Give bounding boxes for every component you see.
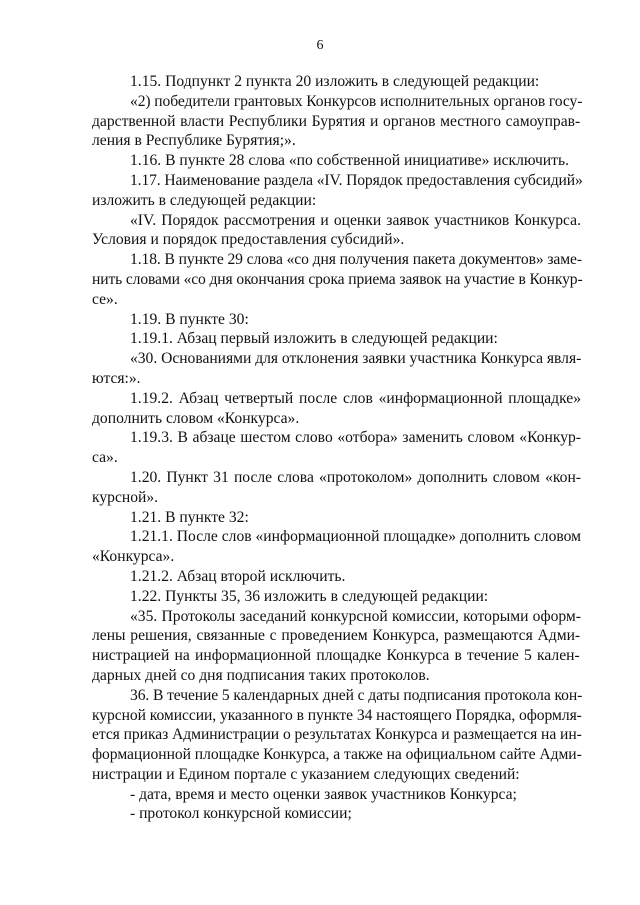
- text-line: 1.20. Пункт 31 после слова «протоколом» дополнить словом «кон-: [130, 468, 581, 486]
- page-number: 6: [316, 38, 324, 53]
- text-line: 1.21. В пункте 32:: [130, 508, 249, 526]
- text-line: «2) победители грантовых Конкурсов исполнительных органов госу-: [130, 92, 583, 110]
- text-line: 1.17. Наименование раздела «IV. Порядок предоставления субсидий»: [130, 171, 583, 189]
- text-line: са».: [92, 449, 118, 467]
- paragraph: [92, 428, 581, 468]
- text-line: «30. Основаниями для отклонения заявки участника Конкурса явля-: [130, 350, 582, 368]
- text-line: 1.21.2. Абзац второй исключить.: [130, 567, 346, 585]
- text-line: ления в Республике Бурятия;».: [92, 132, 296, 150]
- text-line: 1.22. Пункты 35, 36 изложить в следующей редакции:: [130, 587, 489, 605]
- paragraph: [92, 567, 581, 587]
- text-line: нистрацией на информационной площадке Конкурса в течение 5 кален-: [92, 647, 580, 665]
- text-line: «35. Протоколы заседаний конкурсной комиссии, которыми оформ-: [130, 607, 581, 625]
- text-line: нистрации и Едином портале с указанием следующих сведений:: [92, 765, 520, 783]
- paragraph: [92, 72, 581, 92]
- paragraph: [92, 389, 581, 429]
- text-line: - дата, время и место оценки заявок участников Конкурса;: [130, 785, 517, 803]
- text-line: 1.16. В пункте 28 слова «по собственной инициативе» исключить.: [130, 152, 569, 170]
- paragraph: [92, 329, 581, 349]
- text-line: Условия и порядок предоставления субсидий».: [92, 231, 405, 249]
- text-line: изложить в следующей редакции:: [92, 191, 317, 209]
- text-line: лены решения, связанные с проведением Конкурса, размещаются Адми-: [92, 627, 581, 645]
- text-line: 1.19.2. Абзац четвертый после слов «информационной площадке»: [130, 389, 581, 407]
- text-line: формационной площадке Конкурса, а также на официальном сайте Адми-: [92, 746, 582, 764]
- text-line: курсной комиссии, указанного в пункте 34 настоящего Порядка, оформля-: [92, 706, 582, 724]
- paragraph: [92, 151, 581, 171]
- paragraph: [92, 587, 581, 607]
- paragraph: [92, 686, 581, 785]
- paragraph: [92, 211, 581, 251]
- paragraph: [92, 785, 581, 805]
- paragraph: [92, 171, 581, 211]
- text-line: 1.19.3. В абзаце шестом слово «отбора» заменить словом «Конкур-: [130, 429, 581, 447]
- paragraph: [92, 527, 581, 567]
- paragraph: [92, 310, 581, 330]
- text-line: нить словами «со дня окончания срока приема заявок на участие в Конкур-: [92, 270, 583, 288]
- text-line: 1.21.1. После слов «информационной площадке» дополнить словом: [130, 528, 582, 546]
- paragraph: [92, 468, 581, 508]
- text-line: 36. В течение 5 календарных дней с даты подписания протокола кон-: [130, 686, 583, 704]
- text-line: «IV. Порядок рассмотрения и оценки заявок участников Конкурса.: [130, 211, 581, 229]
- text-line: 1.19.1. Абзац первый изложить в следующей редакции:: [130, 330, 498, 348]
- text-line: «Конкурса».: [92, 548, 175, 566]
- paragraph: [92, 92, 581, 151]
- text-line: дарных дней со дня подписания таких протоколов.: [92, 666, 430, 684]
- paragraph: [92, 349, 581, 389]
- paragraph: [92, 607, 581, 686]
- paragraph: [92, 508, 581, 528]
- paragraph: [92, 250, 581, 309]
- text-line: дополнить словом «Конкурса».: [92, 409, 300, 427]
- text-line: се».: [92, 290, 118, 308]
- text-line: ется приказ Администрации о результатах Конкурса и размещается на ин-: [92, 726, 582, 744]
- text-line: ются:».: [92, 369, 141, 387]
- text-line: 1.19. В пункте 30:: [130, 310, 249, 328]
- text-line: 1.15. Подпункт 2 пункта 20 изложить в следующей редакции:: [130, 73, 540, 90]
- text-line: - протокол конкурсной комиссии;: [130, 805, 352, 823]
- text-line: дарственной власти Республики Бурятия и органов местного самоуправ-: [92, 112, 581, 130]
- text-line: курсной».: [92, 488, 159, 506]
- text-line: 1.18. В пункте 29 слова «со дня получения пакета документов» заме-: [130, 251, 582, 269]
- document-body: [92, 72, 581, 824]
- paragraph: [92, 804, 581, 824]
